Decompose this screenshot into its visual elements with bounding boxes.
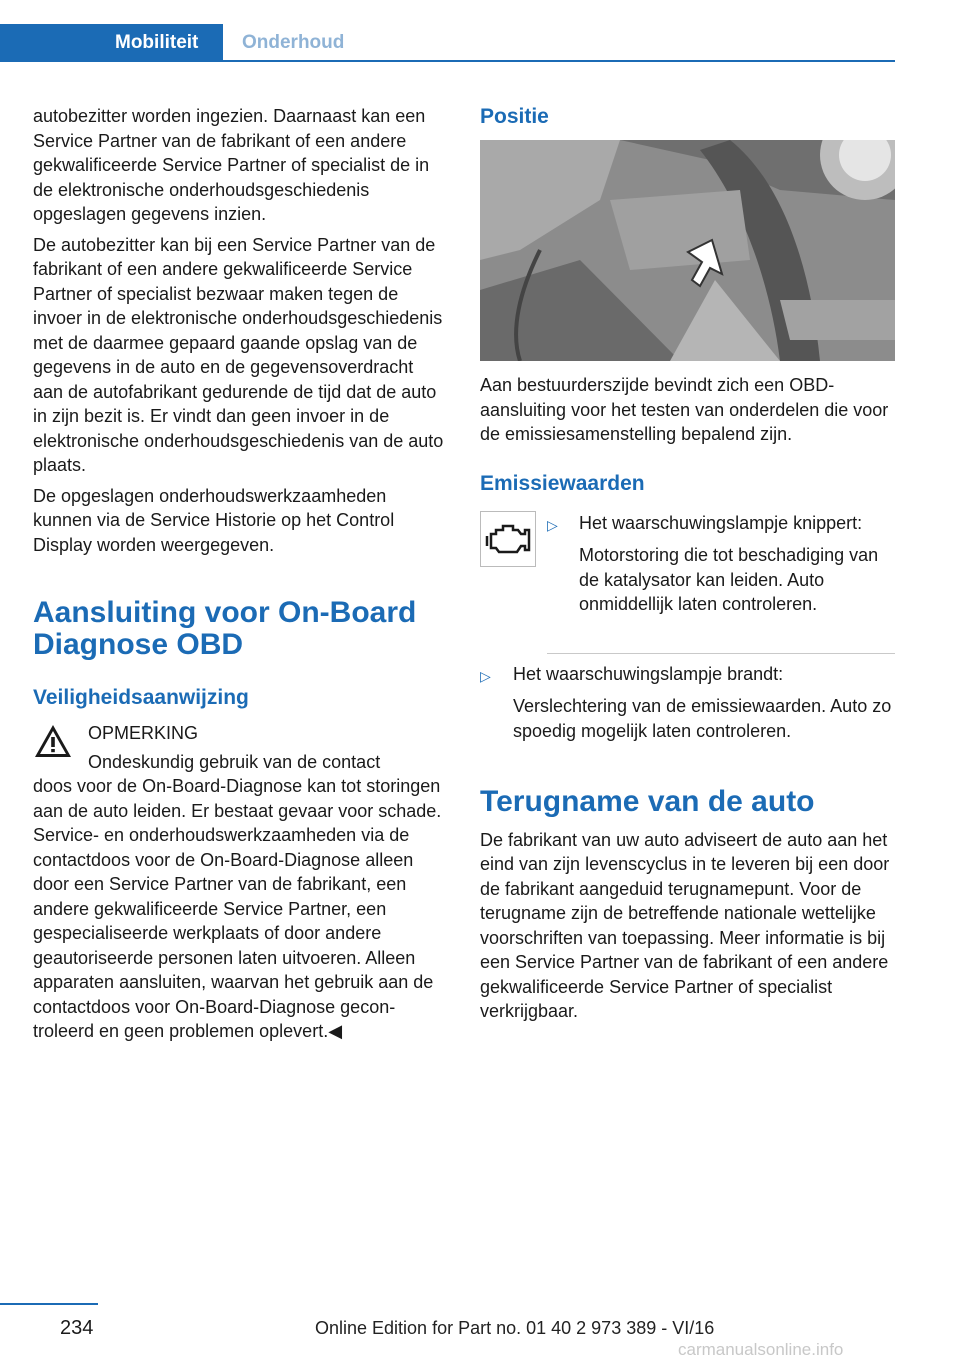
divider	[547, 653, 895, 654]
warning-text-first: Ondeskundig gebruik van de contact	[88, 751, 381, 772]
paragraph: Aan bestuurderszijde bevindt zich een OBD-aansluiting voor het testen van onderdelen die voor de emissiesamenstelling bepalend zijn.	[480, 375, 889, 444]
bullet-2-head: Het waarschuwingslampje brandt:	[513, 663, 784, 684]
warning-label: OPMERKING	[88, 723, 199, 743]
emissions-item	[480, 662, 895, 762]
right-column	[480, 104, 895, 1030]
watermark: carmanualsonline.info	[678, 1340, 844, 1359]
tab-onderhoud[interactable]: Onderhoud	[242, 32, 345, 53]
bullet-2-body: Verslechtering van de emissiewaarden. Auto zo spoedig mogelijk laten controleren.	[513, 696, 892, 741]
page-number: 234	[60, 1317, 94, 1339]
section-heading-return: Terugname van de auto	[480, 784, 815, 818]
bullet-icon: ▷	[480, 667, 491, 684]
bullet-1-text	[579, 511, 895, 617]
paragraph: autobezitter worden ingezien. Daarnaast kan een Service Partner van de fabrikant of een andere gekwalificeerde Service Partner of specialist de in de elektronische onderhoudsgeschiedenis opgeslagen gegevens inzien.	[33, 106, 430, 224]
footer-divider	[0, 1303, 98, 1305]
subheading-emissions: Emissiewaarden	[480, 471, 645, 495]
bullet-1-body: Motorstoring die tot beschadiging van de katalysator kan leiden. Auto onmiddellijk laten controleren.	[579, 545, 879, 614]
tab-mobiliteit[interactable]: Mobiliteit	[0, 24, 223, 62]
subheading-safety: Veiligheidsaanwijzing	[33, 686, 249, 709]
paragraph: De opgeslagen onderhoudswerkzaamheden kunnen via de Service Historie op het Control Display worden weergegeven.	[33, 485, 395, 555]
subheading-position: Positie	[480, 105, 549, 128]
section-heading-obd: Aansluiting voor On-Board Diagnose OBD	[33, 596, 417, 661]
emissions-item	[480, 511, 895, 649]
paragraph: De fabrikant van uw auto adviseert de auto aan het eind van zijn levenscyclus in te leveren bij een door de fabrikant aangeduid terugnamepunt. Voor de terugname zijn de betreffende nationale wettelijke voorschriften van toepassing. Meer informatie is bij een Service Partner van de fabrikant of een andere gekwalificeerde Service Partner of specialist verkrijgbaar.	[480, 829, 890, 1021]
warning-text: doos voor de On-Board-Diagnose kan tot storingen aan de auto leiden. Er bestaat gevaar voor schade. Service- en onderhoudswerkzaamheden via de contactdoos voor de On-Board-Diagnose alleen door een Service Partner van de fabrikant, een andere gekwalificeerde Service Partner, een gespecialiseerde werkplaats of door andere geautoriseerde personen laten uitvoeren. Alleen apparaten aansluiten, waarvan het gebruik aan de contactdoos voor On-Board-Diagnose gecontroleerd en geen problemen oplevert.◀	[33, 776, 442, 1041]
engine-warning-lamp-icon	[480, 511, 536, 567]
obd-location-photo	[480, 140, 895, 361]
warning-triangle-icon	[33, 723, 73, 759]
bullet-icon: ▷	[547, 516, 558, 533]
edition-text: Online Edition for Part no. 01 40 2 973 389 - VI/16	[315, 1318, 715, 1338]
header	[0, 0, 895, 62]
warning-block	[33, 721, 448, 1044]
bullet-1-head: Het waarschuwingslampje knippert:	[579, 512, 863, 533]
bullet-2-text	[513, 662, 895, 744]
left-column	[33, 104, 448, 1044]
header-divider	[0, 60, 895, 62]
paragraph: De autobezitter kan bij een Service Partner van de fabrikant of een andere gekwalificeerde Service Partner of specialist bezwaar maken tegen de invoer in de elektronische onderhoudsgeschiedenis met de daarmee gepaard gaande opslag van de gegevens in de auto en de gegevensoverdracht aan de autofabrikant gedurende de tijd dat de auto in zijn bezit is. Er vindt dan geen invoer in de elektronische onderhoudsgeschiedenis van de auto plaats.	[33, 234, 444, 475]
